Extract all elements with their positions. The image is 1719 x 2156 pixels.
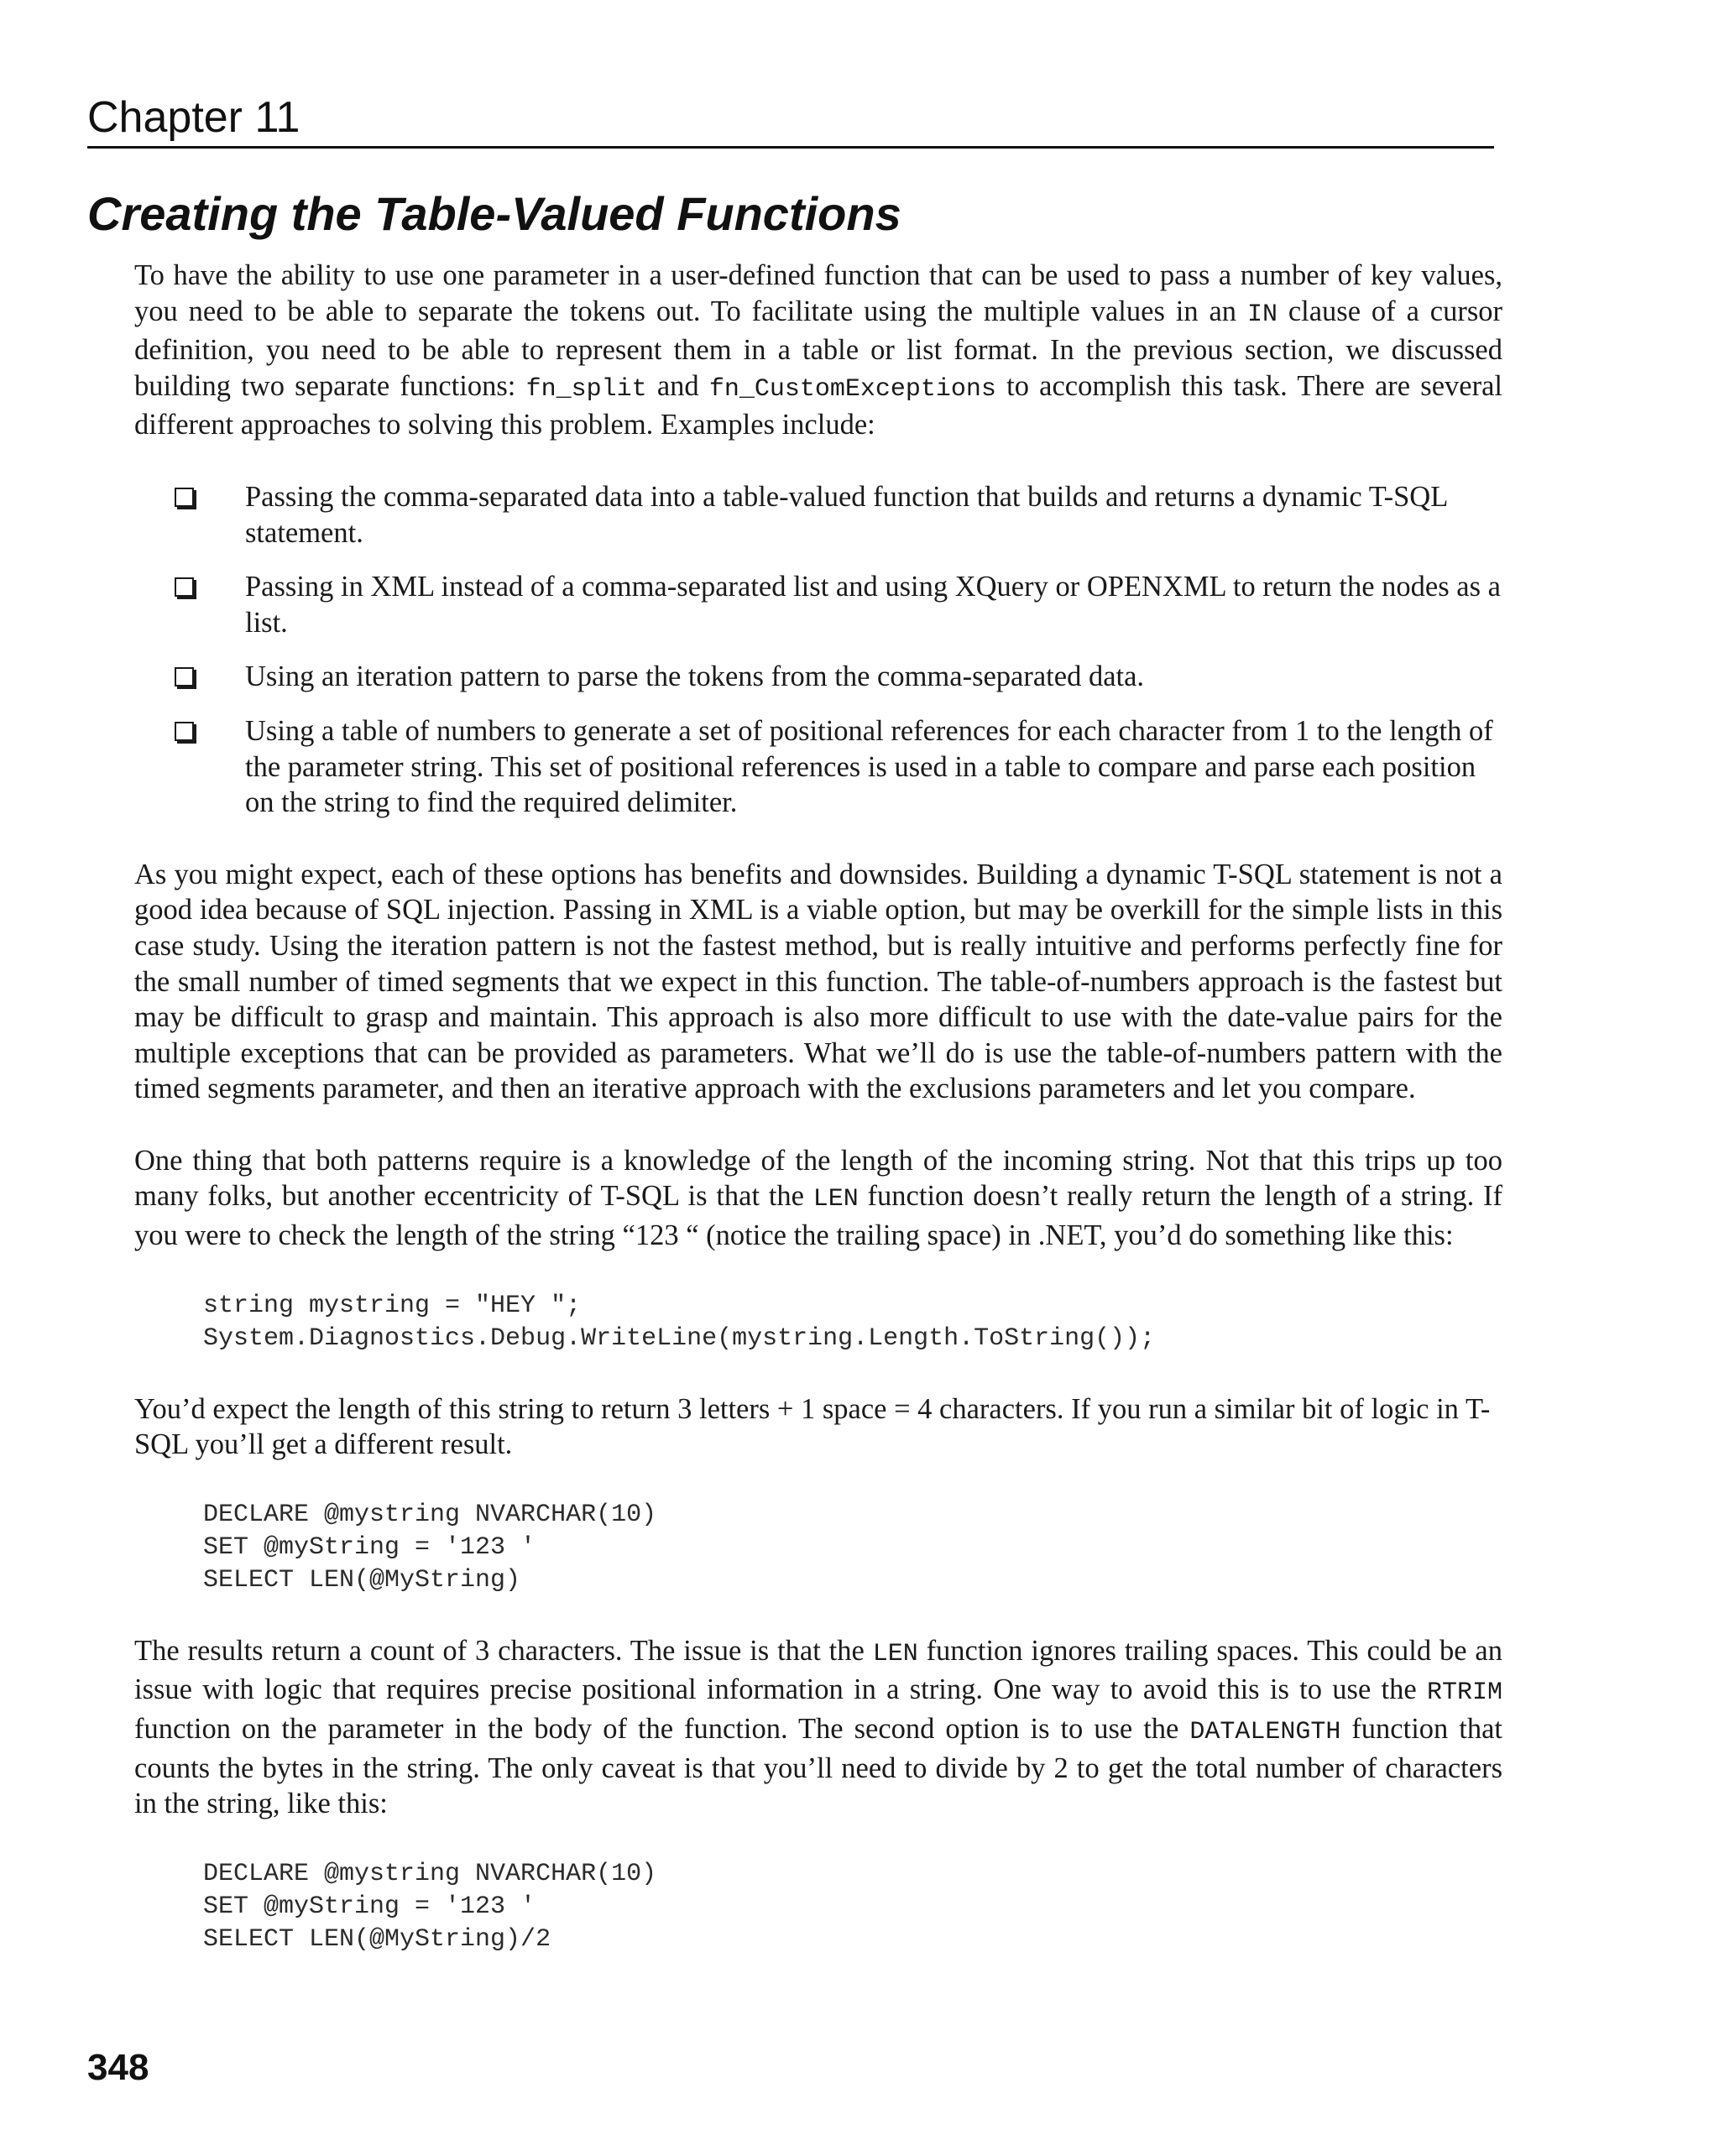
section-title: Creating the Table-Valued Functions — [87, 187, 901, 240]
inline-code: IN — [1246, 300, 1277, 329]
paragraph-tradeoffs: As you might expect, each of these options has benefits and downsides. Building a dynamic T-SQL statement is not a good idea because of SQL injection. Passing in XML is a viable option, but may be overkill for the simple lists in this case study. Using the iteration pattern is not the fastest method, but is really intuitive and performs perfectly fine for the small number of timed segments that we expect in this function. The table-of-numbers approach is the fastest but may be difficult to grasp and maintain. This approach is also more difficult to use with the date-value pairs for the multiple exceptions that can be provided as parameters. What we’ll do is use the table-of-numbers pattern with the timed segments parameter, and then an iterative approach with the exclusions parameters and let you compare. — [134, 858, 1502, 1105]
text-run: One thing that both patterns require is a knowledge of the length of the incoming string. Not that this trips up too many folks, but another eccentricity of T-SQL is that the — [134, 1144, 1502, 1213]
inline-code: RTRIM — [1426, 1678, 1502, 1708]
list-item — [134, 659, 1502, 695]
paragraph-results — [134, 1633, 1502, 1822]
paragraph-intro — [134, 258, 1502, 443]
list-item-text: Passing the comma-separated data into a table-valued function that builds and returns a dynamic T-SQL statement. — [245, 480, 1448, 549]
checkbox-bullet-icon — [175, 667, 194, 686]
checkbox-bullet-icon — [175, 488, 194, 507]
code-line: System.Diagnostics.Debug.WriteLine(mystring.Length.ToString()); — [203, 1323, 1156, 1353]
inline-code: DATALENGTH — [1189, 1718, 1341, 1747]
running-header — [87, 91, 1494, 149]
paragraph-len-intro — [134, 1143, 1502, 1254]
inline-code: LEN — [872, 1639, 918, 1668]
code-block-tsql-len — [134, 1499, 1502, 1597]
code-line: DECLARE @mystring NVARCHAR(10) — [203, 1500, 657, 1529]
code-line: SET @myString = '123 ' — [203, 1532, 536, 1562]
inline-code: fn_CustomExceptions — [708, 374, 996, 404]
list-item-text: Using a table of numbers to generate a set of positional references for each character from 1 to the length of the parameter string. This set of positional references is used in a table to compare and parse each position on the string to find the required delimiter. — [245, 714, 1493, 819]
code-line: SET @myString = '123 ' — [203, 1892, 536, 1921]
text-run: to accomplish this task. There are several different approaches to solving this problem. Examples include: — [134, 369, 1502, 441]
text-run: function ignores trailing spaces. This could be an issue with logic that requires precise positional information in a string. One way to avoid this is to use the — [134, 1634, 1502, 1706]
text-run: function on the parameter in the body of the function. The second option is to use the — [134, 1713, 1190, 1746]
approaches-list — [134, 479, 1502, 821]
code-line: SELECT LEN(@MyString)/2 — [203, 1924, 551, 1954]
body-text — [134, 258, 1502, 1992]
text-run: function doesn’t really return the length of a string. If you were to check the length of the string “123 “ (notice the trailing space) in .NET, you’d do something like this: — [134, 1180, 1502, 1252]
chapter-label: Chapter 11 — [87, 93, 300, 142]
inline-code: fn_split — [525, 374, 647, 404]
code-block-dotnet — [134, 1290, 1502, 1355]
list-item — [134, 479, 1502, 551]
text-run: and — [646, 369, 709, 402]
list-item — [134, 569, 1502, 640]
page-number: 348 — [87, 2047, 149, 2088]
list-item — [134, 713, 1502, 821]
code-line: DECLARE @mystring NVARCHAR(10) — [203, 1859, 657, 1888]
code-block-tsql-datalength — [134, 1858, 1502, 1956]
inline-code: LEN — [812, 1185, 859, 1214]
code-line: string mystring = "HEY "; — [203, 1291, 582, 1320]
paragraph-expectation: You’d expect the length of this string to return 3 letters + 1 space = 4 characters. If you run a similar bit of logic in T-SQL you’ll get a different result. — [134, 1392, 1491, 1461]
code-line: SELECT LEN(@MyString) — [203, 1565, 521, 1595]
text-run: clause of a cursor definition, you need to be able to represent them in a table or list format. In the previous section, we discussed building two separate functions: — [134, 295, 1502, 402]
checkbox-bullet-icon — [175, 577, 194, 597]
checkbox-bullet-icon — [175, 722, 194, 741]
text-run: To have the ability to use one parameter in a user-defined function that can be used to pass a number of key values, you need to be able to separate the tokens out. To facilitate using the multiple values in an — [134, 259, 1502, 327]
text-run: function that counts the bytes in the string. The only caveat is that you’ll need to divide by 2 to get the total number of characters in the string, like this: — [134, 1713, 1502, 1820]
text-run: The results return a count of 3 characters. The issue is that the — [134, 1634, 873, 1667]
list-item-text: Passing in XML instead of a comma-separated list and using XQuery or OPENXML to return the nodes as a list. — [245, 571, 1501, 639]
list-item-text: Using an iteration pattern to parse the tokens from the comma-separated data. — [245, 660, 1145, 693]
